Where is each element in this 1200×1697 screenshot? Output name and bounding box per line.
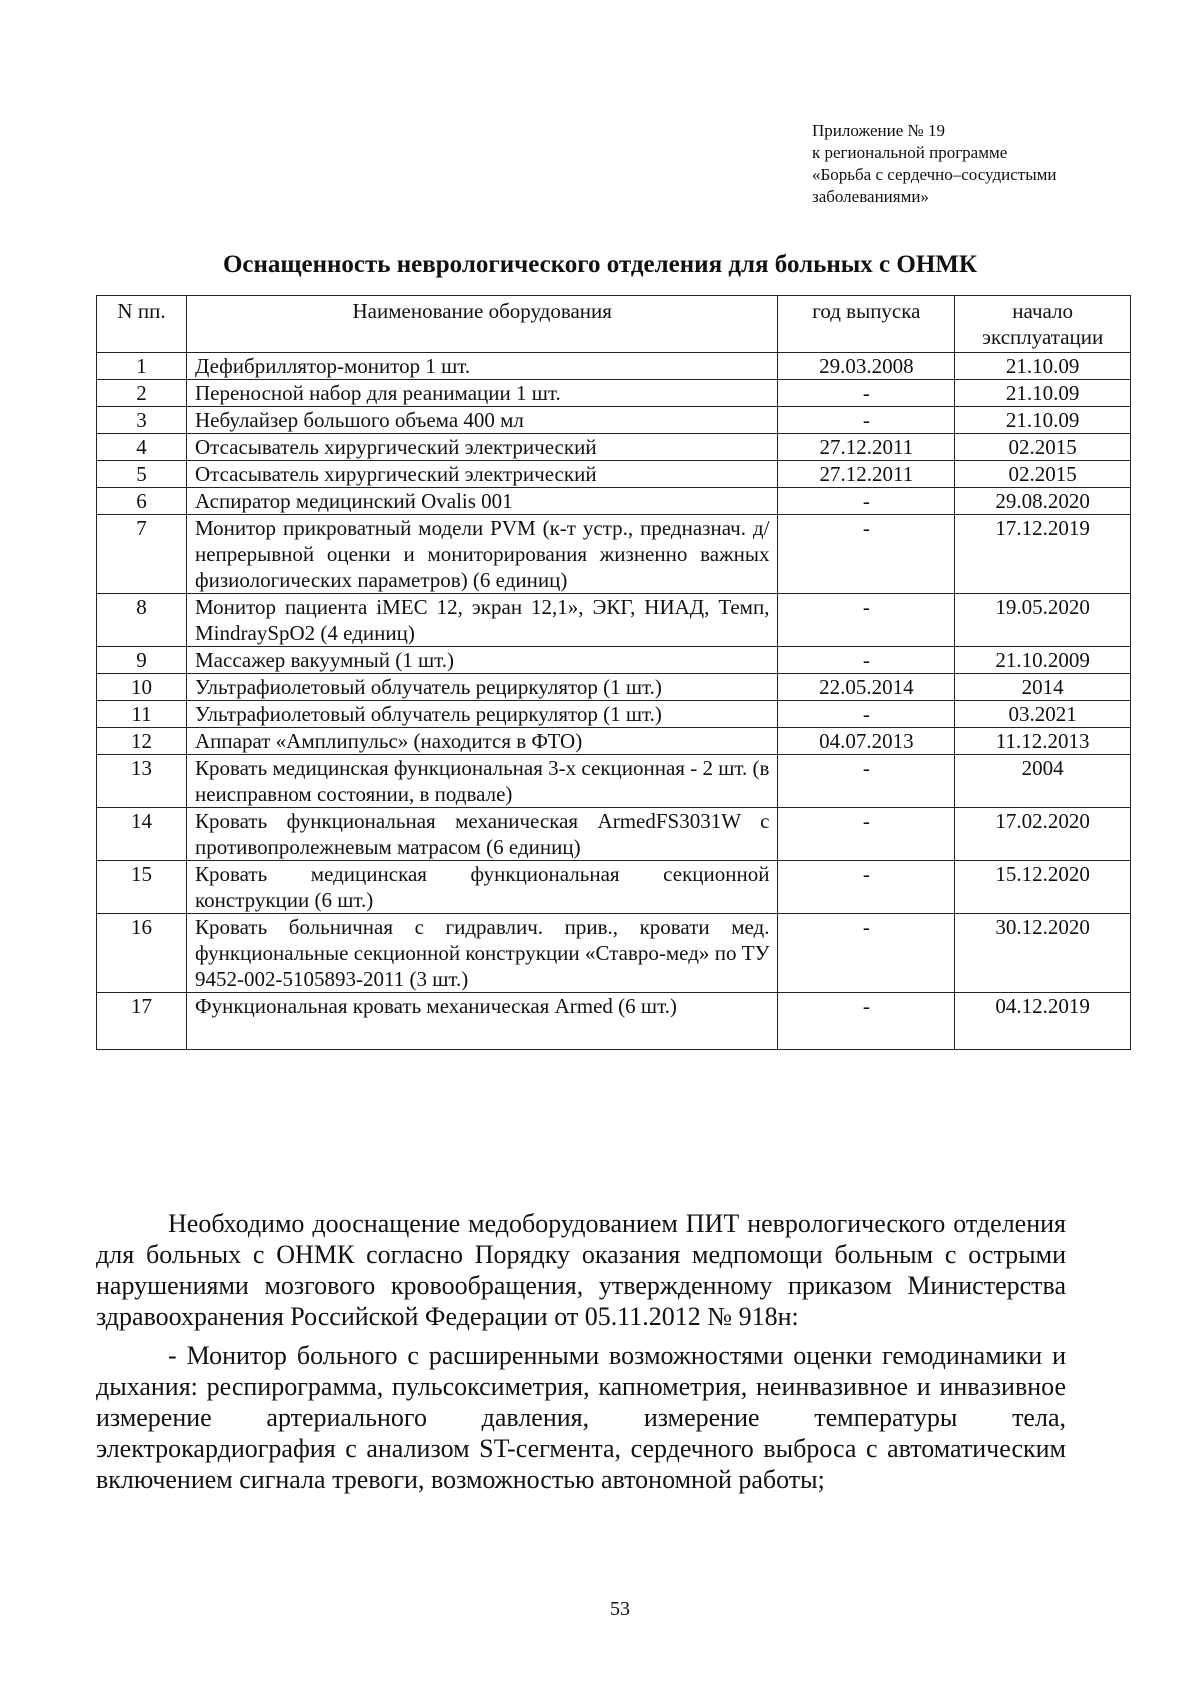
cell-num: 16: [97, 914, 187, 993]
table-row: [97, 914, 1131, 993]
cell-start: 30.12.2020: [955, 914, 1131, 993]
cell-num: 12: [97, 728, 187, 755]
cell-name: Ультрафиолетовый облучатель рециркулятор (1 шт.): [187, 674, 778, 701]
cell-year: 04.07.2013: [778, 728, 955, 755]
table-row: [97, 407, 1131, 434]
cell-year: -: [778, 515, 955, 594]
cell-start: 29.08.2020: [955, 488, 1131, 515]
cell-num: 10: [97, 674, 187, 701]
cell-year: -: [778, 808, 955, 861]
table-row: [97, 701, 1131, 728]
cell-name: Кровать функциональная механическая ArmedFS3031W с противопролежневым матрасом (6 единиц): [187, 808, 778, 861]
cell-num: 6: [97, 488, 187, 515]
cell-start: 15.12.2020: [955, 861, 1131, 914]
cell-name: Монитор пациента iMEC 12, экран 12,1», ЭКГ, НИАД, Темп, MindraySpO2 (4 единиц): [187, 594, 778, 647]
table-row: [97, 755, 1131, 808]
table-row: [97, 515, 1131, 594]
cell-name: Ультрафиолетовый облучатель рециркулятор (1 шт.): [187, 701, 778, 728]
cell-name: Отсасыватель хирургический электрический: [187, 434, 778, 461]
table-row: [97, 993, 1131, 1050]
cell-start: 21.10.09: [955, 353, 1131, 380]
table-row: [97, 594, 1131, 647]
cell-name: Отсасыватель хирургический электрический: [187, 461, 778, 488]
cell-start: 21.10.2009: [955, 647, 1131, 674]
cell-year: -: [778, 701, 955, 728]
cell-start: 11.12.2013: [955, 728, 1131, 755]
cell-name: Кровать медицинская функциональная секционной конструкции (6 шт.): [187, 861, 778, 914]
cell-year: -: [778, 380, 955, 407]
cell-name: Аппарат «Амплипульс» (находится в ФТО): [187, 728, 778, 755]
cell-name: Кровать медицинская функциональная 3-х секционная - 2 шт. (в неисправном состоянии, в подвале): [187, 755, 778, 808]
cell-name: Дефибриллятор-монитор 1 шт.: [187, 353, 778, 380]
table-header-row: [97, 296, 1131, 353]
table-row: [97, 488, 1131, 515]
cell-num: 7: [97, 515, 187, 594]
header-num: N пп.: [97, 296, 187, 353]
table-row: [97, 728, 1131, 755]
cell-year: -: [778, 914, 955, 993]
annex-line: заболеваниями»: [812, 187, 929, 206]
equipment-table: [96, 295, 1131, 1050]
cell-start: 04.12.2019: [955, 993, 1131, 1050]
annex-note: [812, 120, 1152, 208]
cell-start: 19.05.2020: [955, 594, 1131, 647]
table-row: [97, 380, 1131, 407]
cell-year: -: [778, 594, 955, 647]
page-number: 53: [610, 1598, 630, 1620]
body-text: [96, 1208, 1066, 1503]
document-title: Оснащенность неврологического отделения для больных с ОНМК: [222, 251, 978, 278]
cell-start: 02.2015: [955, 461, 1131, 488]
cell-name: Кровать больничная с гидравлич. прив., кровати мед. функциональные секционной конструкции «Ставро-мед» по ТУ 9452-002-5105893-2011 (3 шт.): [187, 914, 778, 993]
cell-year: 27.12.2011: [778, 461, 955, 488]
cell-year: 27.12.2011: [778, 434, 955, 461]
cell-num: 17: [97, 993, 187, 1050]
cell-name: Небулайзер большого объема 400 мл: [187, 407, 778, 434]
paragraph-monitor-item: - Монитор больного с расширенными возможностями оценки гемодинамики и дыхания: респирограмма, пульсоксиметрия, капнометрия, неинвазивное и инвазивное измерение артериального давления, измерение температуры тела, электрокардиография с анализом ST-сегмента, сердечного выброса с автоматическим включением сигнала тревоги, возможностью автономной работы;: [96, 1341, 1066, 1494]
cell-year: 29.03.2008: [778, 353, 955, 380]
paragraph-requirement: Необходимо дооснащение медоборудованием ПИТ неврологического отделения для больных с ОНМК согласно Порядку оказания медпомощи больным с острыми нарушениями мозгового кровообращения, утвержденному приказом Министерства здравоохранения Российской Федерации от 05.11.2012 № 918н:: [96, 1209, 1066, 1331]
cell-num: 1: [97, 353, 187, 380]
table-row: [97, 434, 1131, 461]
header-start: начало эксплуатации: [955, 296, 1131, 353]
table-row: [97, 861, 1131, 914]
cell-num: 9: [97, 647, 187, 674]
cell-year: -: [778, 861, 955, 914]
table-row: [97, 353, 1131, 380]
cell-start: 02.2015: [955, 434, 1131, 461]
cell-name: Массажер вакуумный (1 шт.): [187, 647, 778, 674]
cell-year: 22.05.2014: [778, 674, 955, 701]
cell-num: 13: [97, 755, 187, 808]
cell-name: Переносной набор для реанимации 1 шт.: [187, 380, 778, 407]
cell-num: 15: [97, 861, 187, 914]
cell-name: Монитор прикроватный модели PVM (к-т устр., предназнач. д/непрерывной оценки и мониторирования жизненно важных физиологических параметров) (6 единиц): [187, 515, 778, 594]
cell-start: 2004: [955, 755, 1131, 808]
cell-start: 03.2021: [955, 701, 1131, 728]
cell-num: 4: [97, 434, 187, 461]
annex-line: Приложение № 19: [812, 121, 945, 140]
cell-name: Функциональная кровать механическая Armed (6 шт.): [187, 993, 778, 1050]
cell-year: -: [778, 647, 955, 674]
cell-num: 14: [97, 808, 187, 861]
cell-num: 5: [97, 461, 187, 488]
header-name: Наименование оборудования: [187, 296, 778, 353]
cell-num: 8: [97, 594, 187, 647]
cell-num: 11: [97, 701, 187, 728]
table-row: [97, 647, 1131, 674]
cell-name: Аспиратор медицинский Ovalis 001: [187, 488, 778, 515]
annex-line: «Борьба с сердечно–сосудистыми: [812, 165, 1057, 184]
cell-start: 17.12.2019: [955, 515, 1131, 594]
cell-start: 17.02.2020: [955, 808, 1131, 861]
annex-line: к региональной программе: [812, 143, 1008, 162]
cell-start: 2014: [955, 674, 1131, 701]
cell-year: -: [778, 993, 955, 1050]
cell-start: 21.10.09: [955, 380, 1131, 407]
cell-year: -: [778, 488, 955, 515]
table-row: [97, 674, 1131, 701]
cell-year: -: [778, 407, 955, 434]
table-row: [97, 461, 1131, 488]
cell-num: 3: [97, 407, 187, 434]
header-year: год выпуска: [778, 296, 955, 353]
cell-year: -: [778, 755, 955, 808]
cell-start: 21.10.09: [955, 407, 1131, 434]
cell-num: 2: [97, 380, 187, 407]
table-row: [97, 808, 1131, 861]
